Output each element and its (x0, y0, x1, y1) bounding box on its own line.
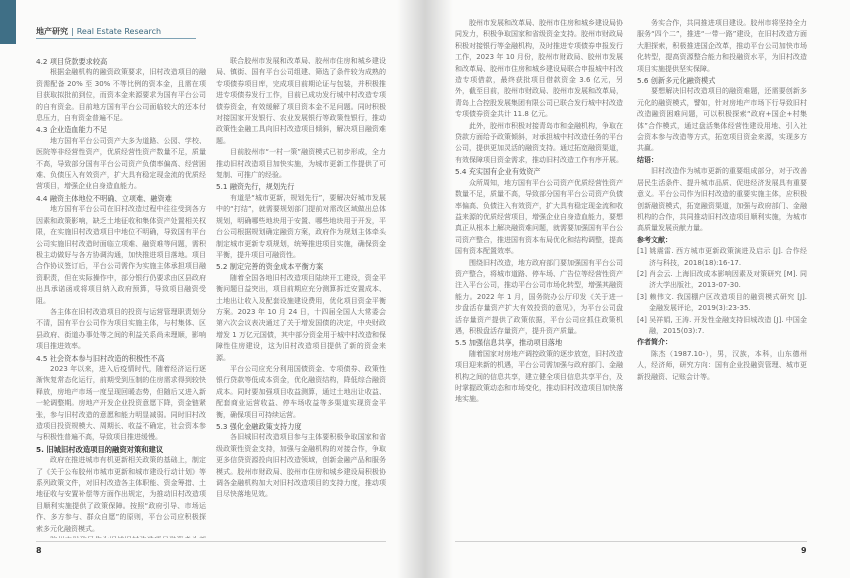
subsection-heading: 5.6 创新多元化融资模式 (637, 76, 716, 86)
section-heading: 5. 旧城旧村改造项目的融资对策和建议 (36, 444, 164, 454)
body-paragraph: 众所周知，地方国有平台公司资产优质经营性资产数量不足，质量不高，导致部分国有平台公司资产负债率偏高、负债注入有效资产，扩大具有稳定现金流和收益来源的优质经营项目，增强企业自身造血能力，要想真正从根本上解决融资难问题，就需要加强国有平台公司资产整合，推进国有资本布局优化和结构调整，提高国有资本配置效率。 (455, 178, 623, 256)
right-page-column-1 (455, 18, 623, 538)
section-color-tab (0, 0, 16, 44)
header-separator: | (71, 27, 74, 36)
body-paragraph: 随着全国各地旧村改造项目陆续开工建设，资金平衡问题日益突出，项目前期应充分测算拆迁安置成本、土地出让收入及配套设施建设费用，优化项目资金平衡方案。2023 年 10 月 24 日，十四届全国人大常委会第六次会议表决通过了关于增发国债的决定，中央财政增发 1 万亿元国债，其中部分资金用于城中村改造和保障性住房建设，这为旧村改造项目提供了新的资金来源。 (216, 273, 386, 362)
section-label: 作者简介： (637, 338, 672, 347)
body-paragraph: 目前胶州市“一村一策”融资模式已初步形成，全力推动旧村改造项目加快实施，为城市更新工作提供了可复制、可推广的经验。 (216, 148, 386, 180)
body-paragraph: 此外，胶州市积极对接青岛市和金融机构，争取在贷款方面给予政策倾斜，对承担城中村改造任务的平台公司，提供更加灵活的融资支持。通过拓宽融资渠道，有效保障项目资金需求，推动旧村改造工作有序开展。 (455, 121, 623, 164)
body-paragraph: 平台公司应充分利用国债资金、专项债券、政策性银行贷款等低成本资金，优化融资结构，降低综合融资成本。同时要加强项目收益测算，通过土地出让收益、配套商业运营收益、停车场收益等多渠道实现资金平衡，确保项目可持续运营。 (216, 364, 386, 419)
reference-item: [1] 姚震雷. 西方城市更新政策演进及启示 [J]. 合作经济与科技，2018(18):16-17. (637, 247, 807, 267)
page-number-right: 9 (801, 546, 807, 555)
header-rule (36, 38, 196, 39)
gutter-shadow (425, 0, 453, 578)
subsection-heading: 5.2 制定完善的资金成本平衡方案 (216, 262, 324, 272)
section-label: 参考文献： (637, 235, 672, 244)
footer-rule (455, 541, 807, 542)
body-paragraph: 2023 年以来，进入后疫情时代，随着经济运行逐渐恢复常态化运行，前期受到压制的住房需求得到较快释放，房地产市场一度呈现回暖态势，但随后又进入新一轮调整期。房地产开发企业投资意愿下降，资金链紧张，参与旧村改造的意愿和能力明显减弱。同时旧村改造项目投资规模大、周期长、收益不确定，社会资本参与积极性普遍不高，导致项目推进缓慢。 (36, 364, 206, 442)
right-page-column-2 (637, 18, 807, 538)
body-paragraph: 政府在推进城市有机更新相关政策的基础上，制定了《关于公布胶州市城市更新和城市建设行动计划》等系列政策文件，对旧村改造各主体职能、资金筹措、土地征收与安置补偿等方面作出规定，为推动旧村改造项目顺利实施提供了政策保障。按照“政府引导、市场运作、多方参与、群众自愿”的原则，平台公司应积极探索多元化融资模式。 (36, 456, 206, 533)
subsection-heading: 4.3 企业造血能力不足 (36, 125, 108, 135)
subsection-heading: 5.1 融资先行，规划先行 (216, 182, 295, 192)
body-paragraph: 胶州市发展和改革局、胶州市住房和城乡建设局协同发力，积极争取国家和省级资金支持。胶州市财政局积极对接银行等金融机构，及时推进专项债券申报发行工作，2023 年 10 月份，胶州市财政局、胶州市发展和改革局、胶州市住房和城乡建设局联合申报城中村改造专项借款，最终获批项目借款资金 3.6 亿元，另外，截至目前，胶州市财政局、胶州市发展和改革局，青岛上合控股发展集团有限公司已联合发行城中村改造专项债券资金共计 11.8 亿元。 (455, 19, 623, 119)
reference-item: [2] 肖会云. 上海旧改成本影响因素及对策研究 [M]. 同济大学出版社，2013-07-30. (637, 269, 807, 290)
left-page-column-1 (36, 56, 206, 538)
body-paragraph: 各旧城旧村改造项目参与主体要积极争取国家和省级政策性资金支持，加强与金融机构的对接合作，争取更多信贷资源投向旧村改造领域，创新金融产品和服务模式。胶州市财政局、胶州市住房和城乡建设局积极协调各金融机构加大对旧村改造项目的支持力度，推动项目尽快落地见效。 (216, 433, 386, 499)
subsection-heading: 5.4 充实国有企业有效资产 (455, 167, 541, 177)
body-paragraph (36, 535, 206, 538)
body-paragraph: 务实合作，共同推进项目建设。胶州市将坚持全力服务“四个二”，推进“一带一路”建设，在旧村改造方面大胆探索，积极推进国企改革，推动平台公司加快市场化转型，提高资源整合能力和投融资水平，为旧村改造项目实施提供坚实保障。 (637, 19, 807, 73)
running-header (36, 26, 161, 37)
body-paragraph: 联合胶州市发展和改革局、胶州市住房和城乡建设局、镇街、国有平台公司组建、筛选了条件较为成熟的专项债券项目库，完成项目前期论证与包装，并积极推进专项债券发行工作，目前已成功发行城中村改造专项债券资金，有效缓解了项目资本金不足问题。同时积极对接国家开发银行、农业发展银行等政策性银行，推动政策性金融工具向旧村改造项目倾斜，解决项目融资难题。 (216, 57, 386, 145)
reference-item: [4] 吴祥娟, 王涛. 开发性金融支持旧城改造 [J]. 中国金融，2015(03):7. (637, 315, 807, 335)
body-paragraph: 陈杰（1987.10-），男，汉族，本科，山东德州人，经济师，研究方向：国有企业投融资管理、城市更新投融资、记账会计等。 (637, 349, 807, 381)
subsection-heading: 4.4 融资主体地位不明确、立项难、融资难 (36, 193, 172, 203)
subsection-heading: 4.5 社会资本参与旧村改造的积极性不高 (36, 353, 165, 363)
body-paragraph: 围绕旧村改造，地方政府部门要加强国有平台公司资产整合，将城市道路、停车场、广告位等经营性资产注入平台公司，推动平台公司市场化转型，增强其融资能力。2022 年 1 月，国务院办公厅印发《关于进一步盘活存量资产扩大有效投资的意见》，为平台公司盘活存量资产提供了政策依据，平台公司应抓住政策机遇，积极盘活存量资产，提升资产质量。 (455, 258, 623, 335)
header-section-label: 地产研究 (36, 27, 68, 36)
body-paragraph: 地方国有平台公司资产大多为道路、公园、学校、医院等非经营性资产，优质经营性资产数量不足，质量不高，导致部分国有平台公司资产负债率偏高、经营困难、负债压入有效资产，扩大具有稳定现金流的优质经营项目，增强企业自身造血能力。 (36, 136, 206, 191)
body-paragraph: 有道是“城市更新，规划先行”，要解决好城市发展中的“打结”，就需要规划部门提前对需改区域做出总体规划，明确哪些地块用于安置、哪些地块用于开发，平台公司根据规划确定融资方案，政府作为规划主体牵头制定城市更新专项规划，统筹推进项目实施，确保资金平衡，提升项目可融资性。 (216, 193, 386, 259)
body-paragraph: 旧村改造作为城市更新的重要组成部分，对于改善居民生活条件、提升城市品质、促进经济发展具有重要意义。平台公司作为旧村改造的重要实施主体，应积极创新融资模式，拓宽融资渠道，加强与政府部门、金融机构的合作，共同推动旧村改造项目顺利实施，为城市高质量发展贡献力量。 (637, 167, 807, 233)
footer-rule (36, 541, 386, 542)
body-paragraph: 各主体在旧村改造项目的投资与运营管理职责划分不清，国有平台公司作为项目实施主体，与村集体、区县政府、街道办事处等之间的利益关系尚未理顺，影响项目推进效率。 (36, 307, 206, 351)
subsection-heading: 5.3 强化金融政策支持力度 (216, 422, 302, 431)
body-paragraph: 要想解决旧村改造项目的融资难题，还需要创新多元化的融资模式，譬如，针对房地产市场下行导致旧村改造融资困难问题，可以积极探索“政府+国企+村集体”合作模式，通过盘活集体经营性建设用地、引入社会资本参与改造等方式，拓宽项目资金来源，实现多方共赢。 (637, 87, 807, 153)
subsection-heading: 4.2 项目贷款要求较高 (36, 57, 108, 66)
page-number-left: 8 (36, 546, 42, 555)
subsection-heading: 5.5 加强信息共享，推动项目落地 (455, 338, 563, 348)
gutter-shadow (397, 0, 425, 578)
right-page (425, 0, 850, 578)
body-paragraph: 随着国家对房地产调控政策的逐步放宽，旧村改造项目迎来新的机遇，平台公司需加强与政府部门、金融机构之间的信息共享，建立健全项目信息共享平台，及时掌握政策动态和市场变化，推动旧村改造项目加快落地实施。 (455, 349, 623, 404)
reference-item: [3] 赖伟文. 我国棚户区改造项目的融资模式研究 [J]. 金融发展评论，2019(3):23-35. (637, 292, 807, 313)
left-page-column-2 (216, 56, 386, 538)
section-label: 结语： (637, 155, 658, 164)
body-paragraph: 根据金融机构的融资政策要求，旧村改造项目的融资需配备 20% 至 30% 不等比例的资本金，且需在项目获取拟批前到位，而资本金来源要求为国有平台公司的自有资金。目前地方国有平台公司面临较大的还本付息压力，自有资金普遍不足。 (36, 68, 206, 123)
body-paragraph: 地方国有平台公司在旧村改造过程中往往受到各方因素和政策影响，缺乏土地征收和集体资产处置相关权限，在实施旧村改造项目中地位不明确，导致国有平台公司实施旧村改造时面临立项难、融资难等问题，需积极主动做好与各方协调沟通，加快推进项目落地。项目合作协议签订后，平台公司需作为实施主体承担项目融资职责，但在实际操作中，部分银行仍要求由区县政府出具承诺函或将项目纳入政府预算，导致项目融资受阻。 (36, 205, 206, 305)
header-journal-title: Real Estate Research (76, 27, 162, 36)
